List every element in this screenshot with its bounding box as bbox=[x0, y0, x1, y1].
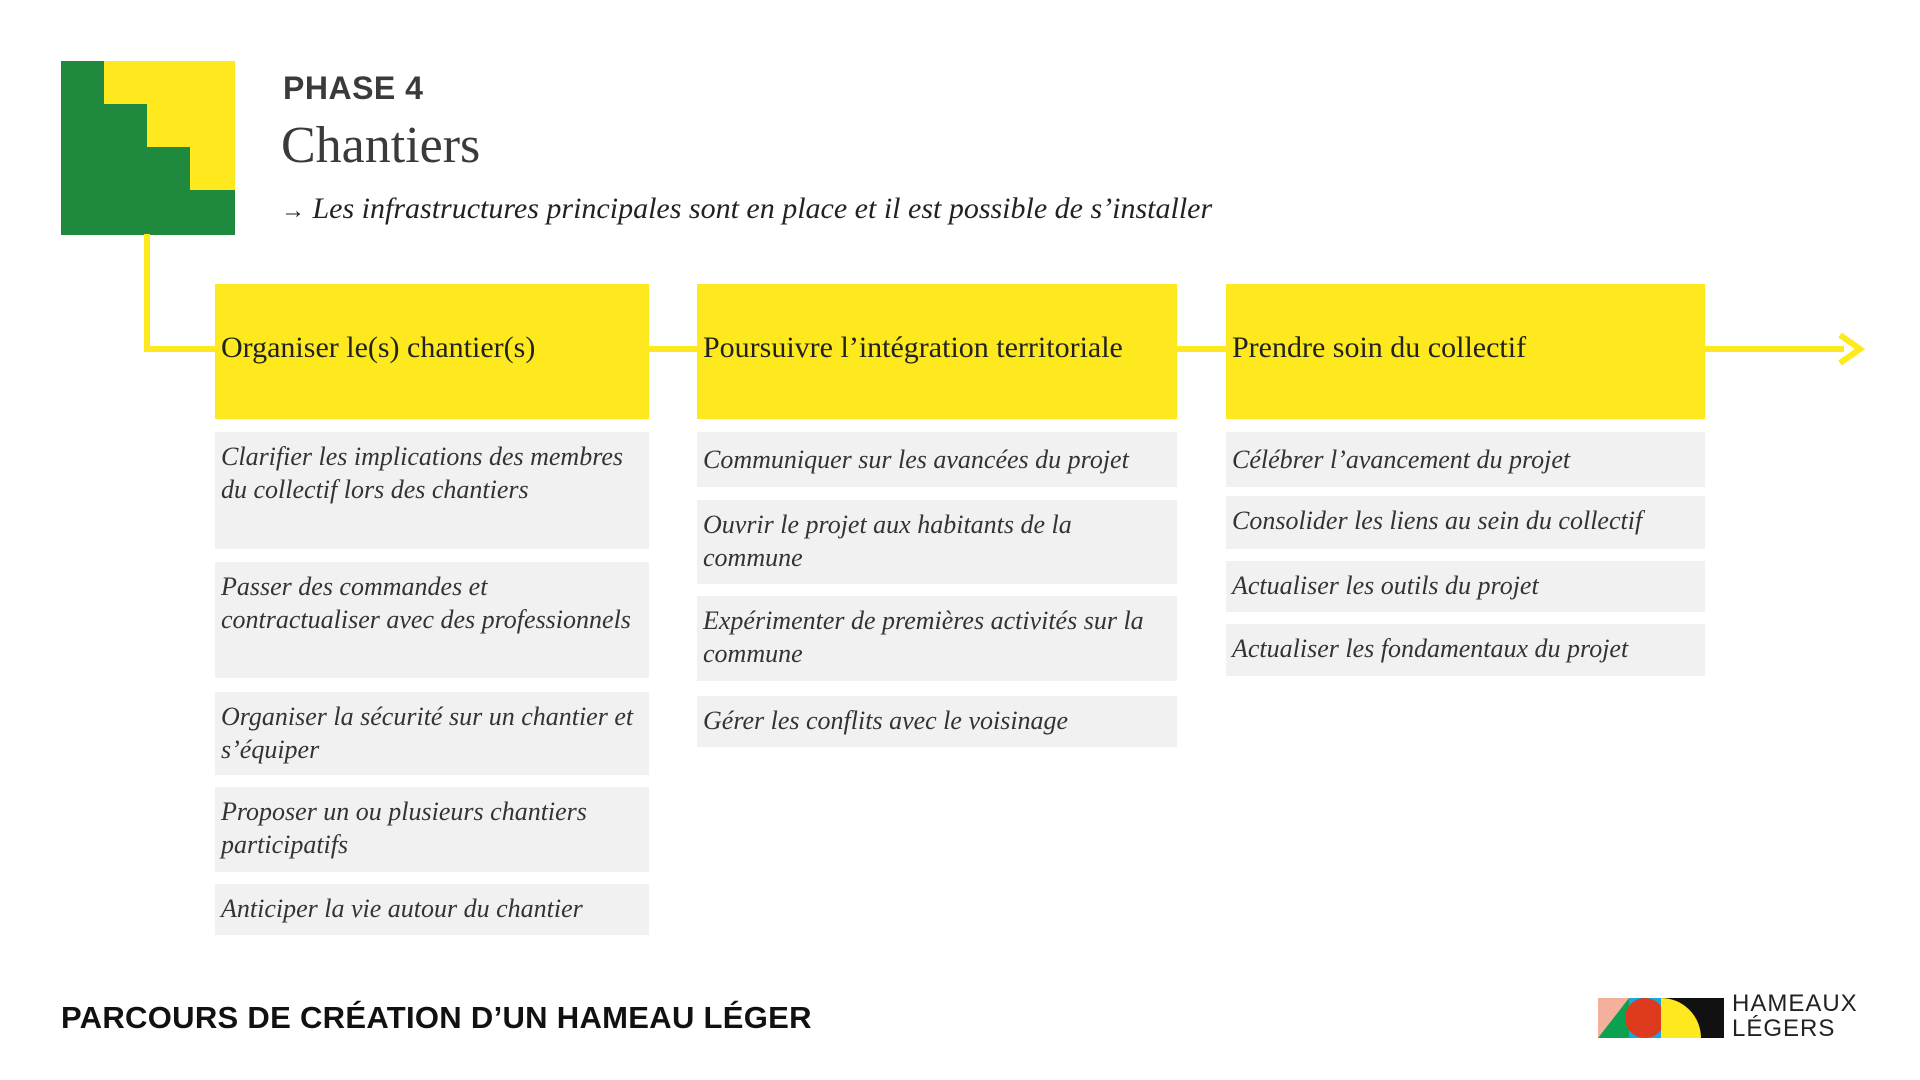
subtitle bbox=[281, 192, 1212, 226]
list-item: Actualiser les fondamentaux du projet bbox=[1226, 624, 1705, 676]
phase-stairs-icon bbox=[61, 61, 235, 235]
list-item: Clarifier les implications des membres du collectif lors des chantiers bbox=[215, 432, 649, 549]
list-item: Expérimenter de premières activités sur la commune bbox=[697, 596, 1177, 681]
column-title: Poursuivre l’intégration territoriale bbox=[703, 331, 1123, 364]
page-title: Chantiers bbox=[281, 117, 481, 174]
list-item: Actualiser les outils du projet bbox=[1226, 561, 1705, 612]
list-item: Consolider les liens au sein du collectif bbox=[1226, 496, 1705, 549]
logo-line-2: LÉGERS bbox=[1732, 1015, 1836, 1042]
column-header-collectif bbox=[1226, 284, 1705, 419]
logo-line-1: HAMEAUX bbox=[1732, 990, 1858, 1017]
list-item: Gérer les conflits avec le voisinage bbox=[697, 696, 1177, 747]
logo-text bbox=[1732, 991, 1858, 1041]
hameaux-legers-logo-icon bbox=[1598, 998, 1724, 1038]
list-item: Anticiper la vie autour du chantier bbox=[215, 884, 649, 935]
subtitle-text: Les infrastructures principales sont en place et il est possible de s’installer bbox=[312, 192, 1213, 225]
column-title: Organiser le(s) chantier(s) bbox=[221, 331, 536, 364]
list-item: Célébrer l’avancement du projet bbox=[1226, 432, 1705, 487]
list-item: Communiquer sur les avancées du projet bbox=[697, 432, 1177, 487]
column-header-integration bbox=[697, 284, 1177, 419]
list-item: Passer des commandes et contractualiser avec des professionnels bbox=[215, 562, 649, 678]
list-item: Ouvrir le projet aux habitants de la commune bbox=[697, 500, 1177, 584]
footer-title: PARCOURS DE CRÉATION D’UN HAMEAU LÉGER bbox=[61, 1000, 812, 1035]
list-item: Proposer un ou plusieurs chantiers participatifs bbox=[215, 787, 649, 872]
phase-label: PHASE 4 bbox=[283, 70, 424, 106]
list-item: Organiser la sécurité sur un chantier et s’équiper bbox=[215, 692, 649, 775]
arrow-right-icon: → bbox=[281, 198, 305, 224]
column-header-organiser bbox=[215, 284, 649, 419]
arrow-head-icon bbox=[1832, 332, 1866, 366]
connector-vertical bbox=[144, 234, 150, 352]
column-title: Prendre soin du collectif bbox=[1232, 331, 1527, 364]
